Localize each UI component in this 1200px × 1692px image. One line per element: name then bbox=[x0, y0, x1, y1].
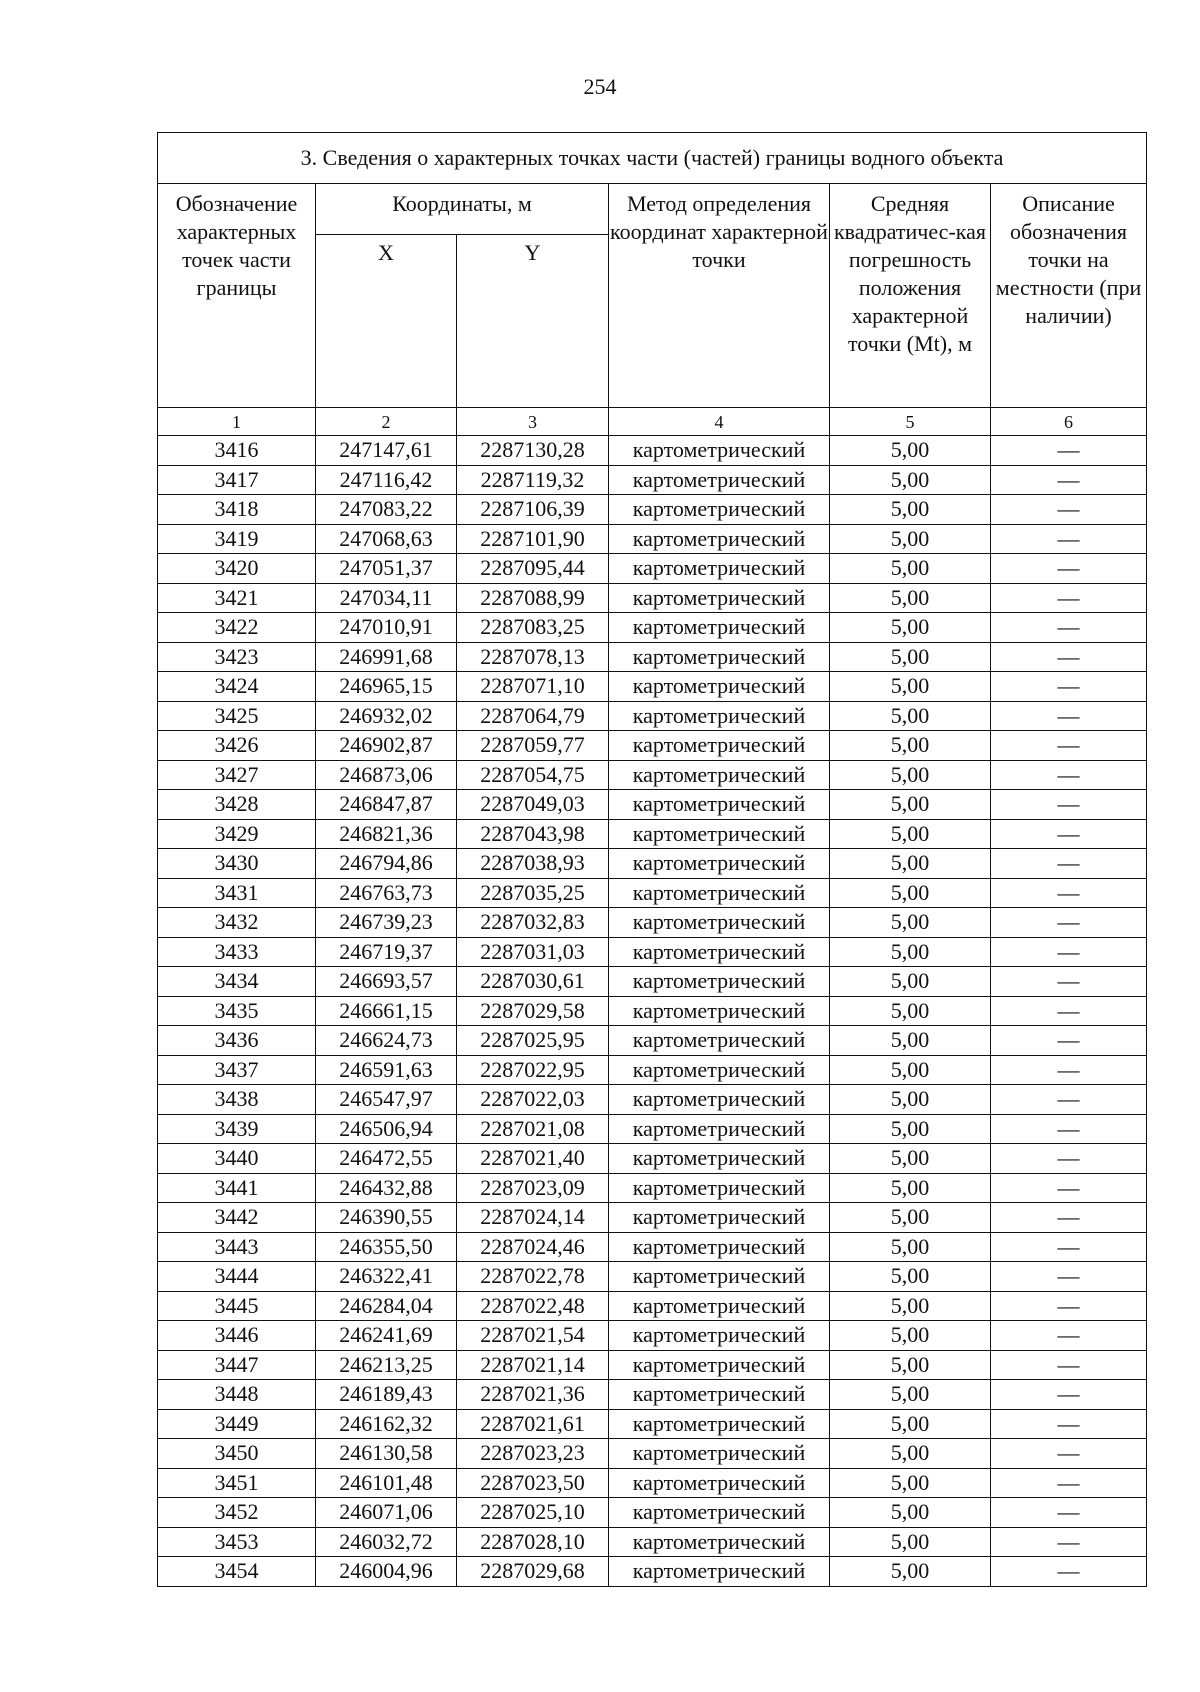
table-row bbox=[158, 996, 1147, 1026]
x-coordinate-cell: 246763,73 bbox=[316, 878, 457, 908]
method-cell: картометрический bbox=[609, 1232, 830, 1262]
table-row bbox=[158, 672, 1147, 702]
table-row bbox=[158, 1085, 1147, 1115]
y-coordinate-cell: 2287022,78 bbox=[457, 1262, 609, 1292]
description-cell: — bbox=[991, 1557, 1147, 1587]
column-number-row bbox=[158, 408, 1147, 436]
method-cell: картометрический bbox=[609, 1439, 830, 1469]
error-cell: 5,00 bbox=[830, 495, 991, 525]
method-cell: картометрический bbox=[609, 1498, 830, 1528]
x-coordinate-cell: 246965,15 bbox=[316, 672, 457, 702]
x-coordinate-cell: 247147,61 bbox=[316, 436, 457, 466]
description-cell: — bbox=[991, 1055, 1147, 1085]
table-row bbox=[158, 1350, 1147, 1380]
description-cell: — bbox=[991, 436, 1147, 466]
point-id-cell: 3433 bbox=[158, 937, 316, 967]
error-cell: 5,00 bbox=[830, 436, 991, 466]
method-cell: картометрический bbox=[609, 613, 830, 643]
x-coordinate-cell: 246739,23 bbox=[316, 908, 457, 938]
error-cell: 5,00 bbox=[830, 849, 991, 879]
y-coordinate-cell: 2287031,03 bbox=[457, 937, 609, 967]
x-coordinate-cell: 246693,57 bbox=[316, 967, 457, 997]
point-id-cell: 3437 bbox=[158, 1055, 316, 1085]
table-row bbox=[158, 849, 1147, 879]
point-id-cell: 3451 bbox=[158, 1468, 316, 1498]
table-row bbox=[158, 495, 1147, 525]
method-cell: картометрический bbox=[609, 1026, 830, 1056]
point-id-cell: 3450 bbox=[158, 1439, 316, 1469]
table-row bbox=[158, 1026, 1147, 1056]
point-id-cell: 3418 bbox=[158, 495, 316, 525]
y-coordinate-cell: 2287021,40 bbox=[457, 1144, 609, 1174]
point-id-cell: 3439 bbox=[158, 1114, 316, 1144]
table-row bbox=[158, 1321, 1147, 1351]
description-cell: — bbox=[991, 1527, 1147, 1557]
description-cell: — bbox=[991, 672, 1147, 702]
error-cell: 5,00 bbox=[830, 1026, 991, 1056]
y-coordinate-cell: 2287025,95 bbox=[457, 1026, 609, 1056]
description-cell: — bbox=[991, 1173, 1147, 1203]
y-coordinate-cell: 2287021,61 bbox=[457, 1409, 609, 1439]
point-id-cell: 3420 bbox=[158, 554, 316, 584]
y-coordinate-cell: 2287022,48 bbox=[457, 1291, 609, 1321]
table-row bbox=[158, 583, 1147, 613]
point-id-cell: 3448 bbox=[158, 1380, 316, 1410]
point-id-cell: 3443 bbox=[158, 1232, 316, 1262]
x-coordinate-cell: 246432,88 bbox=[316, 1173, 457, 1203]
table-row bbox=[158, 1055, 1147, 1085]
description-cell: — bbox=[991, 701, 1147, 731]
table-row bbox=[158, 1203, 1147, 1233]
column-number: 5 bbox=[830, 408, 991, 436]
boundary-points-table bbox=[157, 132, 1147, 1587]
description-cell: — bbox=[991, 908, 1147, 938]
method-cell: картометрический bbox=[609, 908, 830, 938]
x-coordinate-cell: 246591,63 bbox=[316, 1055, 457, 1085]
error-cell: 5,00 bbox=[830, 1114, 991, 1144]
y-coordinate-cell: 2287059,77 bbox=[457, 731, 609, 761]
x-coordinate-cell: 246322,41 bbox=[316, 1262, 457, 1292]
table-row bbox=[158, 436, 1147, 466]
x-coordinate-cell: 247083,22 bbox=[316, 495, 457, 525]
description-cell: — bbox=[991, 465, 1147, 495]
method-cell: картометрический bbox=[609, 1380, 830, 1410]
x-coordinate-cell: 246130,58 bbox=[316, 1439, 457, 1469]
x-coordinate-cell: 246071,06 bbox=[316, 1498, 457, 1528]
table-row bbox=[158, 554, 1147, 584]
y-coordinate-cell: 2287106,39 bbox=[457, 495, 609, 525]
table-row bbox=[158, 701, 1147, 731]
point-id-cell: 3421 bbox=[158, 583, 316, 613]
y-coordinate-cell: 2287078,13 bbox=[457, 642, 609, 672]
y-coordinate-cell: 2287021,36 bbox=[457, 1380, 609, 1410]
point-id-cell: 3436 bbox=[158, 1026, 316, 1056]
description-cell: — bbox=[991, 1114, 1147, 1144]
y-coordinate-cell: 2287023,50 bbox=[457, 1468, 609, 1498]
x-coordinate-cell: 246873,06 bbox=[316, 760, 457, 790]
y-coordinate-cell: 2287032,83 bbox=[457, 908, 609, 938]
table-row bbox=[158, 1468, 1147, 1498]
x-coordinate-cell: 246189,43 bbox=[316, 1380, 457, 1410]
y-coordinate-cell: 2287021,14 bbox=[457, 1350, 609, 1380]
error-cell: 5,00 bbox=[830, 642, 991, 672]
table-row bbox=[158, 819, 1147, 849]
description-cell: — bbox=[991, 1085, 1147, 1115]
table-row bbox=[158, 1498, 1147, 1528]
column-number: 3 bbox=[457, 408, 609, 436]
x-coordinate-cell: 246355,50 bbox=[316, 1232, 457, 1262]
x-coordinate-cell: 246821,36 bbox=[316, 819, 457, 849]
y-coordinate-cell: 2287049,03 bbox=[457, 790, 609, 820]
point-id-cell: 3432 bbox=[158, 908, 316, 938]
table-row bbox=[158, 1144, 1147, 1174]
y-coordinate-cell: 2287023,23 bbox=[457, 1439, 609, 1469]
y-coordinate-cell: 2287054,75 bbox=[457, 760, 609, 790]
header-designation: Обозначение характерных точек части границы bbox=[158, 184, 316, 408]
description-cell: — bbox=[991, 967, 1147, 997]
point-id-cell: 3441 bbox=[158, 1173, 316, 1203]
error-cell: 5,00 bbox=[830, 878, 991, 908]
header-x: X bbox=[316, 235, 457, 408]
method-cell: картометрический bbox=[609, 1055, 830, 1085]
point-id-cell: 3440 bbox=[158, 1144, 316, 1174]
description-cell: — bbox=[991, 554, 1147, 584]
table-row bbox=[158, 760, 1147, 790]
description-cell: — bbox=[991, 642, 1147, 672]
method-cell: картометрический bbox=[609, 878, 830, 908]
method-cell: картометрический bbox=[609, 1262, 830, 1292]
description-cell: — bbox=[991, 849, 1147, 879]
error-cell: 5,00 bbox=[830, 524, 991, 554]
description-cell: — bbox=[991, 1350, 1147, 1380]
point-id-cell: 3446 bbox=[158, 1321, 316, 1351]
y-coordinate-cell: 2287043,98 bbox=[457, 819, 609, 849]
y-coordinate-cell: 2287023,09 bbox=[457, 1173, 609, 1203]
method-cell: картометрический bbox=[609, 554, 830, 584]
description-cell: — bbox=[991, 524, 1147, 554]
error-cell: 5,00 bbox=[830, 701, 991, 731]
table-row bbox=[158, 878, 1147, 908]
table-row bbox=[158, 1232, 1147, 1262]
description-cell: — bbox=[991, 1291, 1147, 1321]
point-id-cell: 3424 bbox=[158, 672, 316, 702]
error-cell: 5,00 bbox=[830, 967, 991, 997]
y-coordinate-cell: 2287022,03 bbox=[457, 1085, 609, 1115]
method-cell: картометрический bbox=[609, 1114, 830, 1144]
y-coordinate-cell: 2287022,95 bbox=[457, 1055, 609, 1085]
x-coordinate-cell: 246932,02 bbox=[316, 701, 457, 731]
x-coordinate-cell: 246991,68 bbox=[316, 642, 457, 672]
y-coordinate-cell: 2287101,90 bbox=[457, 524, 609, 554]
point-id-cell: 3417 bbox=[158, 465, 316, 495]
method-cell: картометрический bbox=[609, 1321, 830, 1351]
method-cell: картометрический bbox=[609, 967, 830, 997]
method-cell: картометрический bbox=[609, 1409, 830, 1439]
y-coordinate-cell: 2287064,79 bbox=[457, 701, 609, 731]
y-coordinate-cell: 2287035,25 bbox=[457, 878, 609, 908]
header-method: Метод определения координат характерной точки bbox=[609, 184, 830, 408]
x-coordinate-cell: 246390,55 bbox=[316, 1203, 457, 1233]
column-number: 2 bbox=[316, 408, 457, 436]
method-cell: картометрический bbox=[609, 465, 830, 495]
table-row bbox=[158, 642, 1147, 672]
point-id-cell: 3427 bbox=[158, 760, 316, 790]
y-coordinate-cell: 2287083,25 bbox=[457, 613, 609, 643]
point-id-cell: 3438 bbox=[158, 1085, 316, 1115]
y-coordinate-cell: 2287029,68 bbox=[457, 1557, 609, 1587]
x-coordinate-cell: 247051,37 bbox=[316, 554, 457, 584]
table-row bbox=[158, 613, 1147, 643]
description-cell: — bbox=[991, 1232, 1147, 1262]
error-cell: 5,00 bbox=[830, 819, 991, 849]
column-number: 1 bbox=[158, 408, 316, 436]
y-coordinate-cell: 2287029,58 bbox=[457, 996, 609, 1026]
error-cell: 5,00 bbox=[830, 583, 991, 613]
point-id-cell: 3426 bbox=[158, 731, 316, 761]
y-coordinate-cell: 2287024,14 bbox=[457, 1203, 609, 1233]
method-cell: картометрический bbox=[609, 1468, 830, 1498]
method-cell: картометрический bbox=[609, 495, 830, 525]
error-cell: 5,00 bbox=[830, 790, 991, 820]
x-coordinate-cell: 246661,15 bbox=[316, 996, 457, 1026]
method-cell: картометрический bbox=[609, 583, 830, 613]
point-id-cell: 3428 bbox=[158, 790, 316, 820]
method-cell: картометрический bbox=[609, 1173, 830, 1203]
table-row bbox=[158, 1173, 1147, 1203]
description-cell: — bbox=[991, 996, 1147, 1026]
table-row bbox=[158, 1557, 1147, 1587]
error-cell: 5,00 bbox=[830, 1527, 991, 1557]
error-cell: 5,00 bbox=[830, 1232, 991, 1262]
point-id-cell: 3453 bbox=[158, 1527, 316, 1557]
point-id-cell: 3429 bbox=[158, 819, 316, 849]
y-coordinate-cell: 2287038,93 bbox=[457, 849, 609, 879]
description-cell: — bbox=[991, 1026, 1147, 1056]
y-coordinate-cell: 2287021,08 bbox=[457, 1114, 609, 1144]
x-coordinate-cell: 246284,04 bbox=[316, 1291, 457, 1321]
table-row bbox=[158, 1380, 1147, 1410]
error-cell: 5,00 bbox=[830, 613, 991, 643]
point-id-cell: 3435 bbox=[158, 996, 316, 1026]
method-cell: картометрический bbox=[609, 849, 830, 879]
description-cell: — bbox=[991, 937, 1147, 967]
description-cell: — bbox=[991, 1380, 1147, 1410]
error-cell: 5,00 bbox=[830, 1321, 991, 1351]
point-id-cell: 3430 bbox=[158, 849, 316, 879]
x-coordinate-cell: 246547,97 bbox=[316, 1085, 457, 1115]
description-cell: — bbox=[991, 731, 1147, 761]
error-cell: 5,00 bbox=[830, 760, 991, 790]
y-coordinate-cell: 2287095,44 bbox=[457, 554, 609, 584]
error-cell: 5,00 bbox=[830, 731, 991, 761]
x-coordinate-cell: 246472,55 bbox=[316, 1144, 457, 1174]
description-cell: — bbox=[991, 1498, 1147, 1528]
point-id-cell: 3445 bbox=[158, 1291, 316, 1321]
table-row bbox=[158, 524, 1147, 554]
x-coordinate-cell: 246213,25 bbox=[316, 1350, 457, 1380]
point-id-cell: 3416 bbox=[158, 436, 316, 466]
x-coordinate-cell: 246902,87 bbox=[316, 731, 457, 761]
method-cell: картометрический bbox=[609, 937, 830, 967]
table-title: 3. Сведения о характерных точках части (частей) границы водного объекта bbox=[158, 133, 1147, 184]
error-cell: 5,00 bbox=[830, 1262, 991, 1292]
table-row bbox=[158, 908, 1147, 938]
point-id-cell: 3423 bbox=[158, 642, 316, 672]
x-coordinate-cell: 246101,48 bbox=[316, 1468, 457, 1498]
description-cell: — bbox=[991, 1468, 1147, 1498]
error-cell: 5,00 bbox=[830, 1380, 991, 1410]
y-coordinate-cell: 2287025,10 bbox=[457, 1498, 609, 1528]
header-error: Средняя квадратичес-кая погрешность положения характерной точки (Mt), м bbox=[830, 184, 991, 408]
table-row bbox=[158, 937, 1147, 967]
method-cell: картометрический bbox=[609, 1350, 830, 1380]
description-cell: — bbox=[991, 878, 1147, 908]
table-row bbox=[158, 1291, 1147, 1321]
description-cell: — bbox=[991, 1321, 1147, 1351]
point-id-cell: 3454 bbox=[158, 1557, 316, 1587]
method-cell: картометрический bbox=[609, 701, 830, 731]
point-id-cell: 3449 bbox=[158, 1409, 316, 1439]
y-coordinate-cell: 2287021,54 bbox=[457, 1321, 609, 1351]
description-cell: — bbox=[991, 790, 1147, 820]
method-cell: картометрический bbox=[609, 1203, 830, 1233]
description-cell: — bbox=[991, 1203, 1147, 1233]
table-row bbox=[158, 1527, 1147, 1557]
error-cell: 5,00 bbox=[830, 908, 991, 938]
point-id-cell: 3425 bbox=[158, 701, 316, 731]
description-cell: — bbox=[991, 760, 1147, 790]
table-row bbox=[158, 1262, 1147, 1292]
method-cell: картометрический bbox=[609, 819, 830, 849]
error-cell: 5,00 bbox=[830, 1085, 991, 1115]
error-cell: 5,00 bbox=[830, 554, 991, 584]
method-cell: картометрический bbox=[609, 996, 830, 1026]
error-cell: 5,00 bbox=[830, 996, 991, 1026]
method-cell: картометрический bbox=[609, 672, 830, 702]
error-cell: 5,00 bbox=[830, 1439, 991, 1469]
page-number: 254 bbox=[583, 74, 617, 99]
y-coordinate-cell: 2287071,10 bbox=[457, 672, 609, 702]
error-cell: 5,00 bbox=[830, 1144, 991, 1174]
table-body bbox=[158, 436, 1147, 1587]
y-coordinate-cell: 2287130,28 bbox=[457, 436, 609, 466]
error-cell: 5,00 bbox=[830, 465, 991, 495]
column-number: 6 bbox=[991, 408, 1147, 436]
method-cell: картометрический bbox=[609, 1085, 830, 1115]
description-cell: — bbox=[991, 495, 1147, 525]
table-row bbox=[158, 731, 1147, 761]
header-coordinates: Координаты, м bbox=[316, 184, 609, 235]
table-row bbox=[158, 1114, 1147, 1144]
error-cell: 5,00 bbox=[830, 937, 991, 967]
x-coordinate-cell: 246847,87 bbox=[316, 790, 457, 820]
table-row bbox=[158, 1409, 1147, 1439]
x-coordinate-cell: 246794,86 bbox=[316, 849, 457, 879]
x-coordinate-cell: 247010,91 bbox=[316, 613, 457, 643]
error-cell: 5,00 bbox=[830, 1291, 991, 1321]
error-cell: 5,00 bbox=[830, 672, 991, 702]
description-cell: — bbox=[991, 613, 1147, 643]
description-cell: — bbox=[991, 819, 1147, 849]
point-id-cell: 3442 bbox=[158, 1203, 316, 1233]
x-coordinate-cell: 246032,72 bbox=[316, 1527, 457, 1557]
header-y: Y bbox=[457, 235, 609, 408]
x-coordinate-cell: 246241,69 bbox=[316, 1321, 457, 1351]
error-cell: 5,00 bbox=[830, 1173, 991, 1203]
method-cell: картометрический bbox=[609, 524, 830, 554]
x-coordinate-cell: 246719,37 bbox=[316, 937, 457, 967]
method-cell: картометрический bbox=[609, 1144, 830, 1174]
method-cell: картометрический bbox=[609, 790, 830, 820]
y-coordinate-cell: 2287024,46 bbox=[457, 1232, 609, 1262]
point-id-cell: 3431 bbox=[158, 878, 316, 908]
x-coordinate-cell: 246004,96 bbox=[316, 1557, 457, 1587]
method-cell: картометрический bbox=[609, 436, 830, 466]
point-id-cell: 3447 bbox=[158, 1350, 316, 1380]
x-coordinate-cell: 246506,94 bbox=[316, 1114, 457, 1144]
point-id-cell: 3444 bbox=[158, 1262, 316, 1292]
description-cell: — bbox=[991, 1262, 1147, 1292]
point-id-cell: 3419 bbox=[158, 524, 316, 554]
method-cell: картометрический bbox=[609, 760, 830, 790]
y-coordinate-cell: 2287028,10 bbox=[457, 1527, 609, 1557]
x-coordinate-cell: 247116,42 bbox=[316, 465, 457, 495]
description-cell: — bbox=[991, 1409, 1147, 1439]
point-id-cell: 3434 bbox=[158, 967, 316, 997]
error-cell: 5,00 bbox=[830, 1468, 991, 1498]
method-cell: картометрический bbox=[609, 731, 830, 761]
error-cell: 5,00 bbox=[830, 1409, 991, 1439]
y-coordinate-cell: 2287088,99 bbox=[457, 583, 609, 613]
column-number: 4 bbox=[609, 408, 830, 436]
description-cell: — bbox=[991, 1439, 1147, 1469]
y-coordinate-cell: 2287030,61 bbox=[457, 967, 609, 997]
error-cell: 5,00 bbox=[830, 1498, 991, 1528]
method-cell: картометрический bbox=[609, 1291, 830, 1321]
point-id-cell: 3452 bbox=[158, 1498, 316, 1528]
x-coordinate-cell: 247034,11 bbox=[316, 583, 457, 613]
y-coordinate-cell: 2287119,32 bbox=[457, 465, 609, 495]
error-cell: 5,00 bbox=[830, 1203, 991, 1233]
point-id-cell: 3422 bbox=[158, 613, 316, 643]
table-row bbox=[158, 790, 1147, 820]
table-row bbox=[158, 465, 1147, 495]
error-cell: 5,00 bbox=[830, 1055, 991, 1085]
table-row bbox=[158, 1439, 1147, 1469]
header-description: Описание обозначения точки на местности (при наличии) bbox=[991, 184, 1147, 408]
method-cell: картометрический bbox=[609, 642, 830, 672]
error-cell: 5,00 bbox=[830, 1350, 991, 1380]
method-cell: картометрический bbox=[609, 1557, 830, 1587]
x-coordinate-cell: 247068,63 bbox=[316, 524, 457, 554]
error-cell: 5,00 bbox=[830, 1557, 991, 1587]
table-row bbox=[158, 967, 1147, 997]
x-coordinate-cell: 246624,73 bbox=[316, 1026, 457, 1056]
description-cell: — bbox=[991, 1144, 1147, 1174]
method-cell: картометрический bbox=[609, 1527, 830, 1557]
x-coordinate-cell: 246162,32 bbox=[316, 1409, 457, 1439]
description-cell: — bbox=[991, 583, 1147, 613]
